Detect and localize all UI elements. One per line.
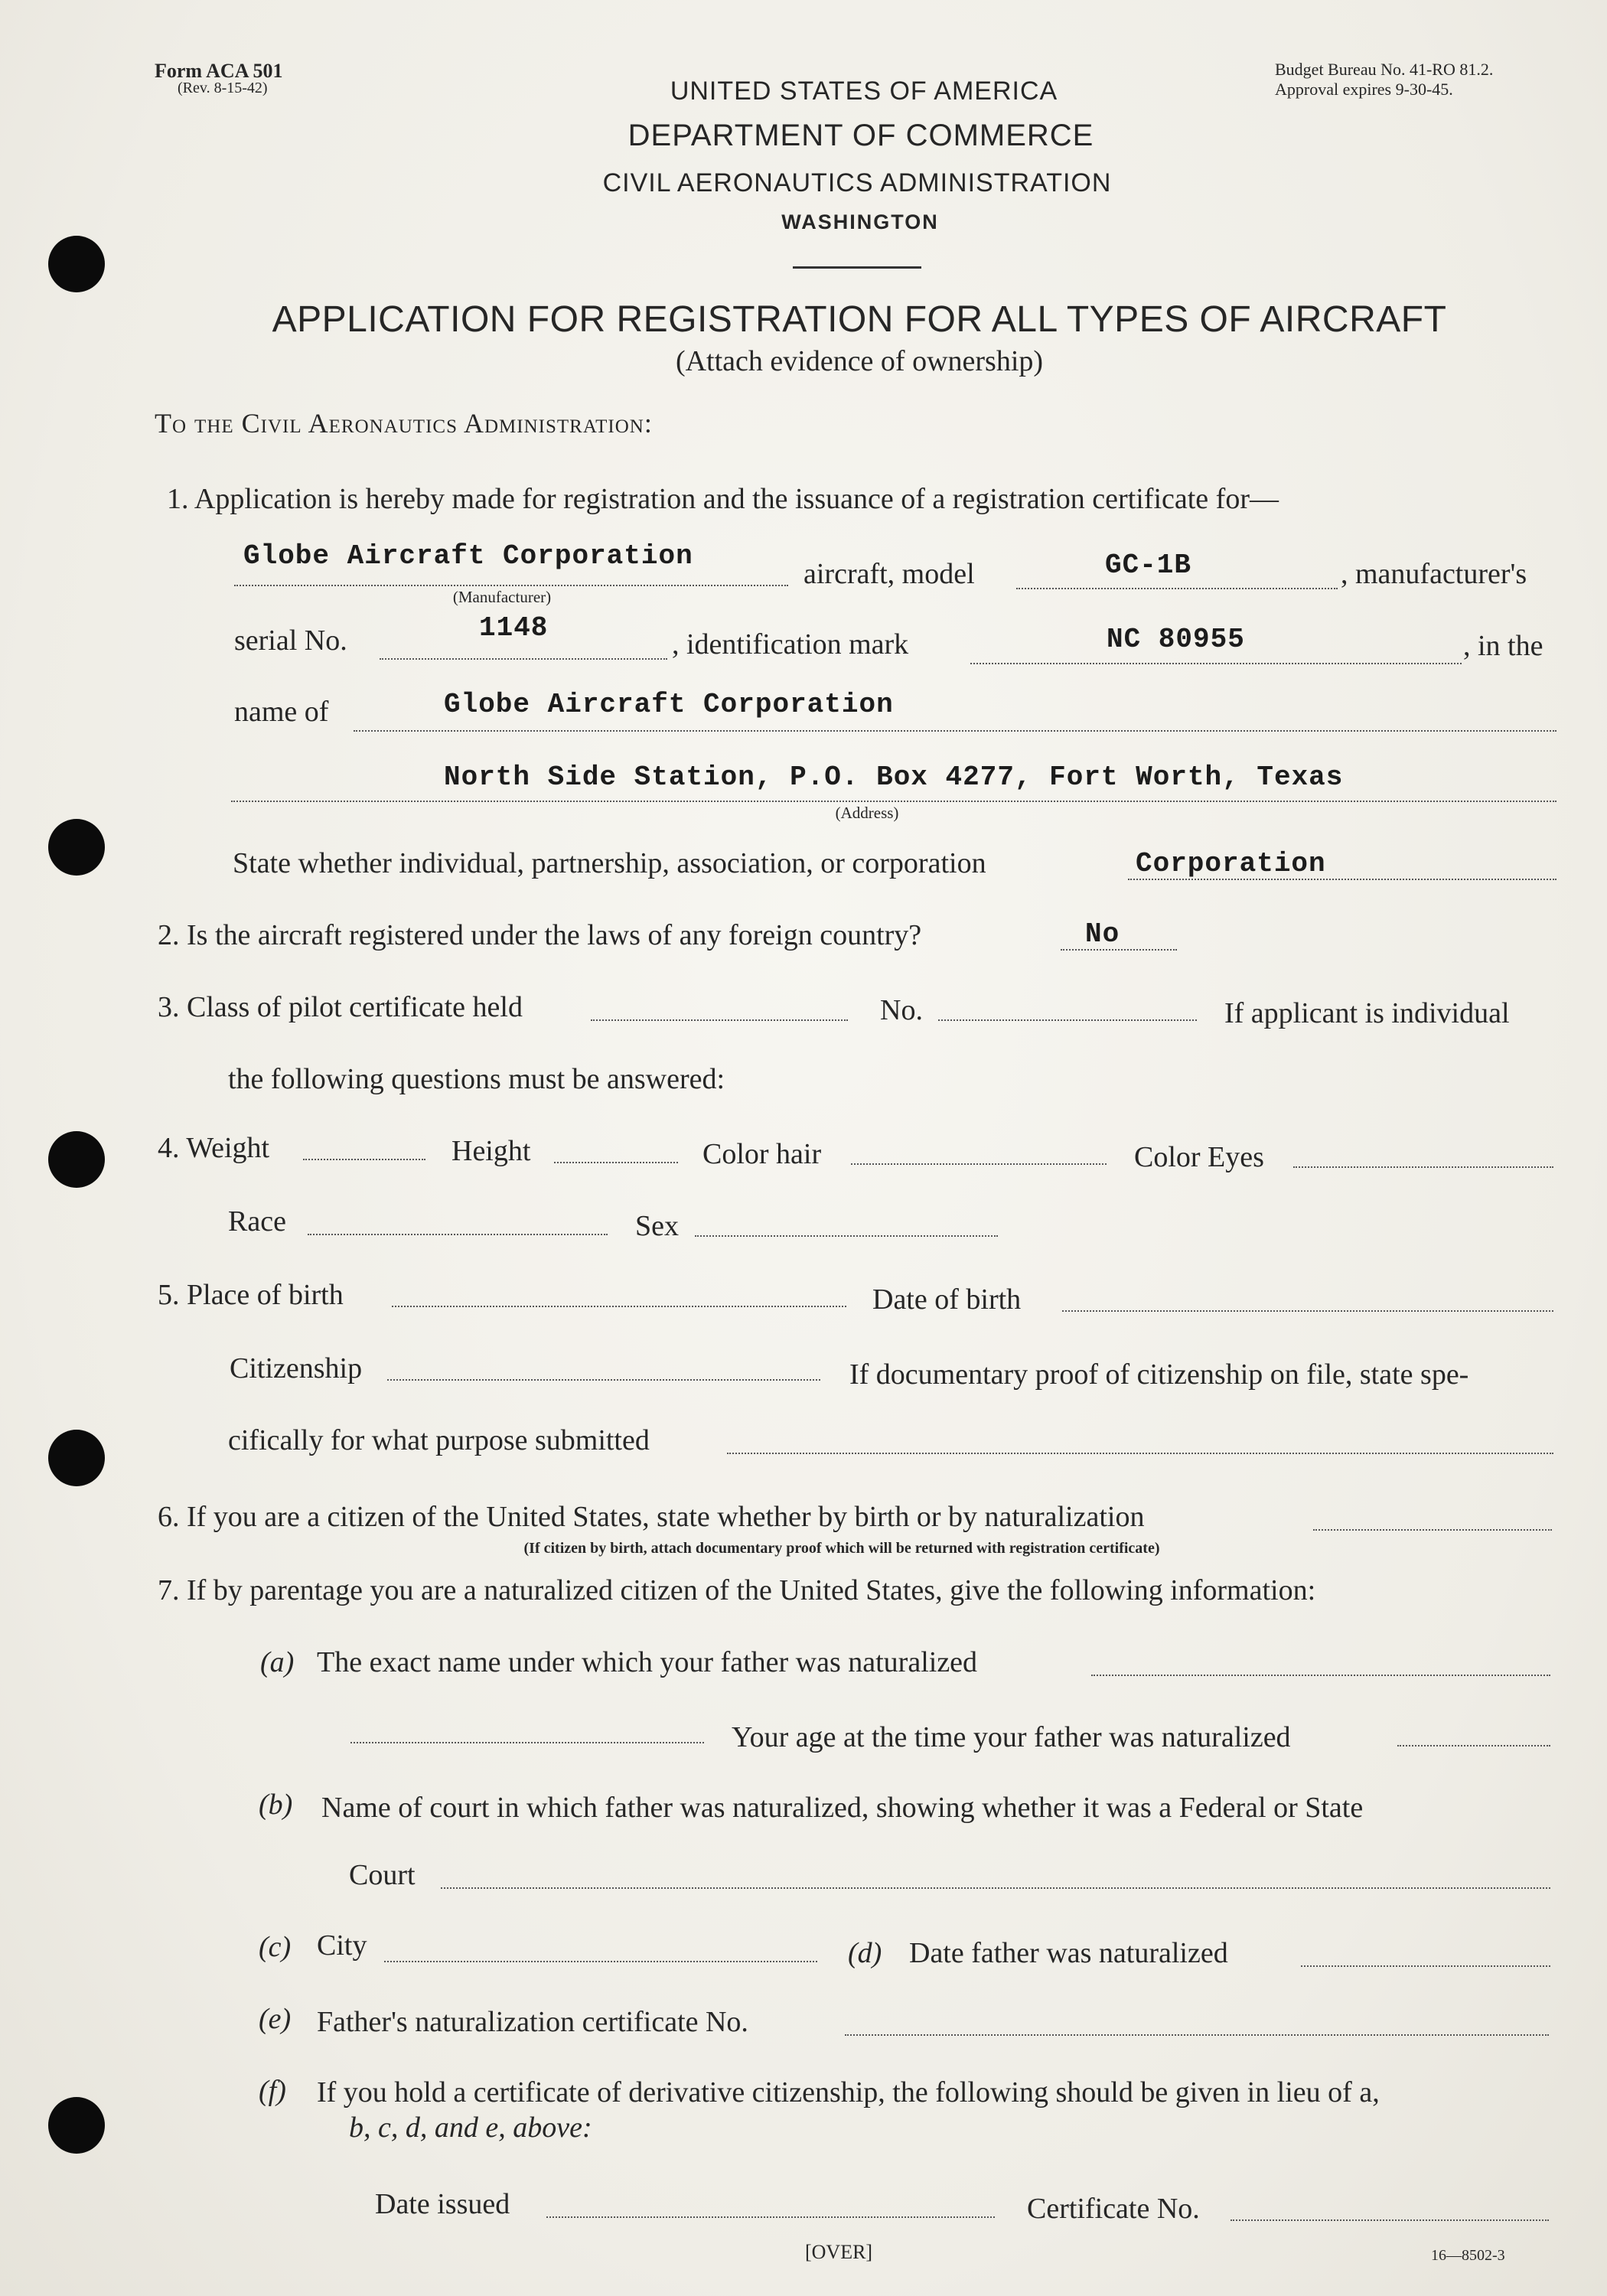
aircraft-model-label: aircraft, model xyxy=(804,558,975,590)
birthplace-field[interactable] xyxy=(392,1306,846,1307)
q7d-letter: (d) xyxy=(848,1937,882,1969)
city-field[interactable] xyxy=(384,1961,817,1962)
serial-label: serial No. xyxy=(234,625,347,657)
q7b-court: Court xyxy=(349,1859,416,1891)
address-field[interactable] xyxy=(231,801,1556,802)
q7c-letter: (c) xyxy=(259,1931,292,1963)
q7f-letter: (f) xyxy=(259,2075,286,2107)
certificate-no-field[interactable] xyxy=(1231,2219,1549,2221)
q7f-text-2: b, c, d, and e, above: xyxy=(349,2112,592,2144)
q7c-text: City xyxy=(317,1929,367,1962)
punch-hole xyxy=(48,1131,105,1188)
entity-type-label: State whether individual, partnership, association, or corporation xyxy=(233,847,986,879)
q7d-text: Date father was naturalized xyxy=(909,1937,1228,1969)
sex-label: Sex xyxy=(635,1210,679,1242)
birthdate-field[interactable] xyxy=(1062,1310,1553,1312)
ident-value: NC 80955 xyxy=(1107,624,1245,655)
pilot-class-field[interactable] xyxy=(591,1019,848,1021)
citizenship-field[interactable] xyxy=(387,1379,820,1381)
q6-note: (If citizen by birth, attach documentary proof which will be returned with registration certificate) xyxy=(523,1540,1160,1557)
over-note: [OVER] xyxy=(805,2241,873,2263)
sex-field[interactable] xyxy=(695,1235,998,1237)
punch-hole xyxy=(48,819,105,876)
model-value: GC-1B xyxy=(1105,550,1192,581)
birthdate-label: Date of birth xyxy=(872,1283,1022,1316)
purpose-field[interactable] xyxy=(727,1453,1553,1454)
hair-color-label: Color hair xyxy=(702,1138,822,1170)
ident-label: , identification mark xyxy=(672,628,909,660)
date-issued-field[interactable] xyxy=(546,2216,995,2218)
addressee: To the Civil Aeronautics Administration: xyxy=(155,408,653,439)
weight-label: 4. Weight xyxy=(158,1132,270,1164)
serial-value: 1148 xyxy=(479,612,549,644)
manufacturers-label: , manufacturer's xyxy=(1341,558,1527,590)
form-number: Form ACA 501 xyxy=(155,60,283,82)
height-field[interactable] xyxy=(554,1162,678,1163)
q7b-letter: (b) xyxy=(259,1789,293,1821)
punch-hole xyxy=(48,2097,105,2154)
pilot-cert-no-field[interactable] xyxy=(938,1019,1197,1021)
serial-field[interactable] xyxy=(380,658,667,660)
foreign-registration-value: No xyxy=(1085,918,1120,950)
name-value: Globe Aircraft Corporation xyxy=(444,689,894,720)
entity-type-field[interactable] xyxy=(1128,879,1556,880)
date-issued-label: Date issued xyxy=(375,2188,510,2220)
q1-text: 1. Application is hereby made for registration and the issuance of a registration certificate for— xyxy=(167,483,1279,515)
header-rule xyxy=(793,266,921,269)
address-value: North Side Station, P.O. Box 4277, Fort Worth, Texas xyxy=(444,762,1344,793)
header-country: UNITED STATES OF AMERICA xyxy=(670,77,1058,106)
budget-bureau-no: Budget Bureau No. 41-RO 81.2. xyxy=(1275,60,1494,79)
q7-text: 7. If by parentage you are a naturalized citizen of the United States, give the following information: xyxy=(158,1574,1316,1606)
entity-type-value: Corporation xyxy=(1136,848,1326,879)
name-of-label: name of xyxy=(234,696,329,728)
form-code: 16—8502-3 xyxy=(1431,2247,1505,2264)
citizen-by-field[interactable] xyxy=(1313,1529,1552,1531)
address-caption: (Address) xyxy=(835,804,899,822)
form-title: APPLICATION FOR REGISTRATION FOR ALL TYPES OF AIRCRAFT xyxy=(272,299,1447,340)
hair-color-field[interactable] xyxy=(851,1163,1107,1165)
in-the-label: , in the xyxy=(1463,630,1543,662)
age-field[interactable] xyxy=(1397,1745,1550,1746)
manufacturer-value: Globe Aircraft Corporation xyxy=(243,540,693,572)
manufacturer-caption: (Manufacturer) xyxy=(452,588,552,606)
name-field[interactable] xyxy=(354,730,1556,732)
q7a-age: Your age at the time your father was naturalized xyxy=(732,1721,1291,1753)
punch-hole xyxy=(48,236,105,292)
approval-expiry: Approval expires 9-30-45. xyxy=(1275,80,1453,99)
purpose-label: cifically for what purpose submitted xyxy=(228,1424,650,1456)
q7e-letter: (e) xyxy=(259,2003,292,2035)
naturalization-date-field[interactable] xyxy=(1301,1965,1550,1967)
q7f-text-1: If you hold a certificate of derivative citizenship, the following should be given in lieu of a, xyxy=(317,2076,1380,2108)
form-revision: (Rev. 8-15-42) xyxy=(178,80,268,96)
q3-if-label: If applicant is individual xyxy=(1224,997,1510,1029)
citizenship-label: Citizenship xyxy=(230,1352,363,1384)
q7e-text: Father's naturalization certificate No. xyxy=(317,2006,748,2038)
eye-color-field[interactable] xyxy=(1293,1166,1553,1168)
q7a-text: The exact name under which your father was naturalized xyxy=(317,1646,978,1678)
father-name-field-cont[interactable] xyxy=(350,1742,704,1743)
header-city: WASHINGTON xyxy=(781,210,939,233)
manufacturer-field[interactable] xyxy=(234,585,788,586)
certificate-no-label: Certificate No. xyxy=(1027,2193,1200,2225)
birthplace-label: 5. Place of birth xyxy=(158,1279,344,1311)
citizenship-proof-label: If documentary proof of citizenship on file, state spe- xyxy=(849,1358,1469,1391)
q6-text: 6. If you are a citizen of the United States, state whether by birth or by naturalization xyxy=(158,1501,1145,1533)
race-field[interactable] xyxy=(308,1234,608,1235)
header-department: DEPARTMENT OF COMMERCE xyxy=(627,119,1094,152)
punch-hole xyxy=(48,1430,105,1486)
model-field[interactable] xyxy=(1016,588,1338,589)
height-label: Height xyxy=(451,1135,531,1167)
q3-following: the following questions must be answered: xyxy=(228,1063,725,1095)
q7a-letter: (a) xyxy=(260,1646,295,1678)
header-agency: CIVIL AERONAUTICS ADMINISTRATION xyxy=(602,168,1112,197)
father-name-field[interactable] xyxy=(1091,1675,1550,1676)
q7b-text: Name of court in which father was naturalized, showing whether it was a Federal or State xyxy=(321,1792,1364,1824)
foreign-registration-field[interactable] xyxy=(1061,949,1177,951)
court-field[interactable] xyxy=(441,1887,1550,1889)
race-label: Race xyxy=(228,1205,286,1238)
ident-field[interactable] xyxy=(970,663,1462,664)
form-subtitle: (Attach evidence of ownership) xyxy=(675,345,1044,377)
father-certificate-field[interactable] xyxy=(845,2034,1549,2036)
q3-no-label: No. xyxy=(880,994,923,1026)
weight-field[interactable] xyxy=(303,1159,425,1160)
q3-label: 3. Class of pilot certificate held xyxy=(158,991,523,1023)
eye-color-label: Color Eyes xyxy=(1134,1141,1264,1173)
q2-text: 2. Is the aircraft registered under the laws of any foreign country? xyxy=(158,919,922,951)
